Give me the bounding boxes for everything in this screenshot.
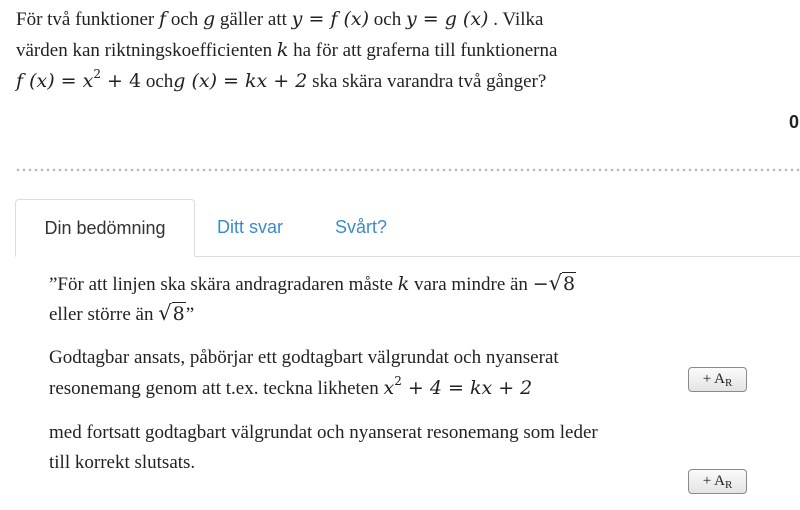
tab-bar — [15, 199, 800, 257]
math-exponent: 2 — [93, 67, 101, 81]
sqrt-symbol: √8 — [548, 271, 576, 295]
question-text-part: och — [166, 9, 203, 30]
question-text-part: . Vilka — [488, 9, 544, 30]
math-g: g — [203, 8, 216, 30]
question-line-1 — [16, 4, 786, 35]
model-answer-text: ”För att linjen ska skära andragradaren måste — [49, 274, 398, 295]
tab-ditt-svar[interactable]: Ditt svar — [217, 217, 284, 237]
model-answer-line-1 — [49, 268, 576, 300]
button-label: + A — [702, 371, 725, 387]
tab-svart[interactable]: Svårt? — [335, 217, 388, 237]
question-line-3 — [16, 66, 786, 97]
question-text-part: och — [141, 71, 174, 92]
criterion-1-line-2 — [49, 373, 532, 404]
add-ar-point-button-1[interactable] — [688, 367, 747, 392]
model-answer-text: eller större än — [49, 304, 159, 325]
criterion-2-line-2: till korrekt slutsats. — [49, 452, 196, 473]
points-counter: 0 — [789, 112, 800, 132]
criterion-1-line-1: Godtagbar ansats, påbörjar ett godtagbart välgrundat och nyanserat — [49, 347, 559, 368]
model-answer-text: vara mindre än — [409, 274, 533, 295]
question-text-part: och — [369, 9, 406, 30]
math-equation: + 4 = kx + 2 — [401, 377, 533, 399]
sqrt-symbol: √8 — [158, 301, 185, 325]
math-y-equals-f: y = f (x) — [291, 8, 370, 30]
button-subscript: R — [724, 377, 733, 389]
math-k: k — [397, 273, 410, 295]
math-f: f — [159, 8, 167, 30]
sqrt-radicand: 8 — [172, 303, 185, 325]
question-text-part: För två funktioner — [16, 9, 160, 30]
math-exponent: 2 — [394, 374, 402, 388]
button-label: + A — [702, 473, 725, 489]
question-text-part: ska skära varandra två gånger? — [307, 71, 547, 92]
math-f-def: f (x) = x — [16, 70, 94, 92]
math-k: k — [276, 39, 289, 61]
math-g-def: g (x) = kx + 2 — [173, 70, 308, 92]
question-text-part: gäller att — [215, 9, 292, 30]
question-line-2 — [16, 35, 786, 66]
question-text-part: ha för att graferna till funktionerna — [288, 40, 558, 61]
criterion-2-line-1: med fortsatt godtagbart välgrundat och nyanserat resonemang som leder — [49, 422, 598, 443]
sqrt-radicand: 8 — [563, 273, 576, 295]
model-answer-text: ” — [185, 304, 195, 325]
question-text — [16, 4, 786, 97]
math-f-def-rest: + 4 — [100, 70, 142, 92]
math-minus: − — [532, 273, 549, 295]
criterion-text: resonemang genom att t.ex. teckna likheten — [49, 378, 384, 399]
math-x: x — [383, 377, 395, 399]
dotted-divider — [15, 168, 800, 172]
math-y-equals-g: y = g (x) — [405, 8, 489, 30]
add-ar-point-button-2[interactable] — [688, 469, 747, 494]
button-subscript: R — [724, 479, 733, 491]
model-answer-line-2 — [49, 298, 194, 330]
question-text-part: värden kan riktningskoefficienten — [16, 40, 277, 61]
tab-din-bedomning[interactable]: Din bedömning — [15, 199, 195, 257]
